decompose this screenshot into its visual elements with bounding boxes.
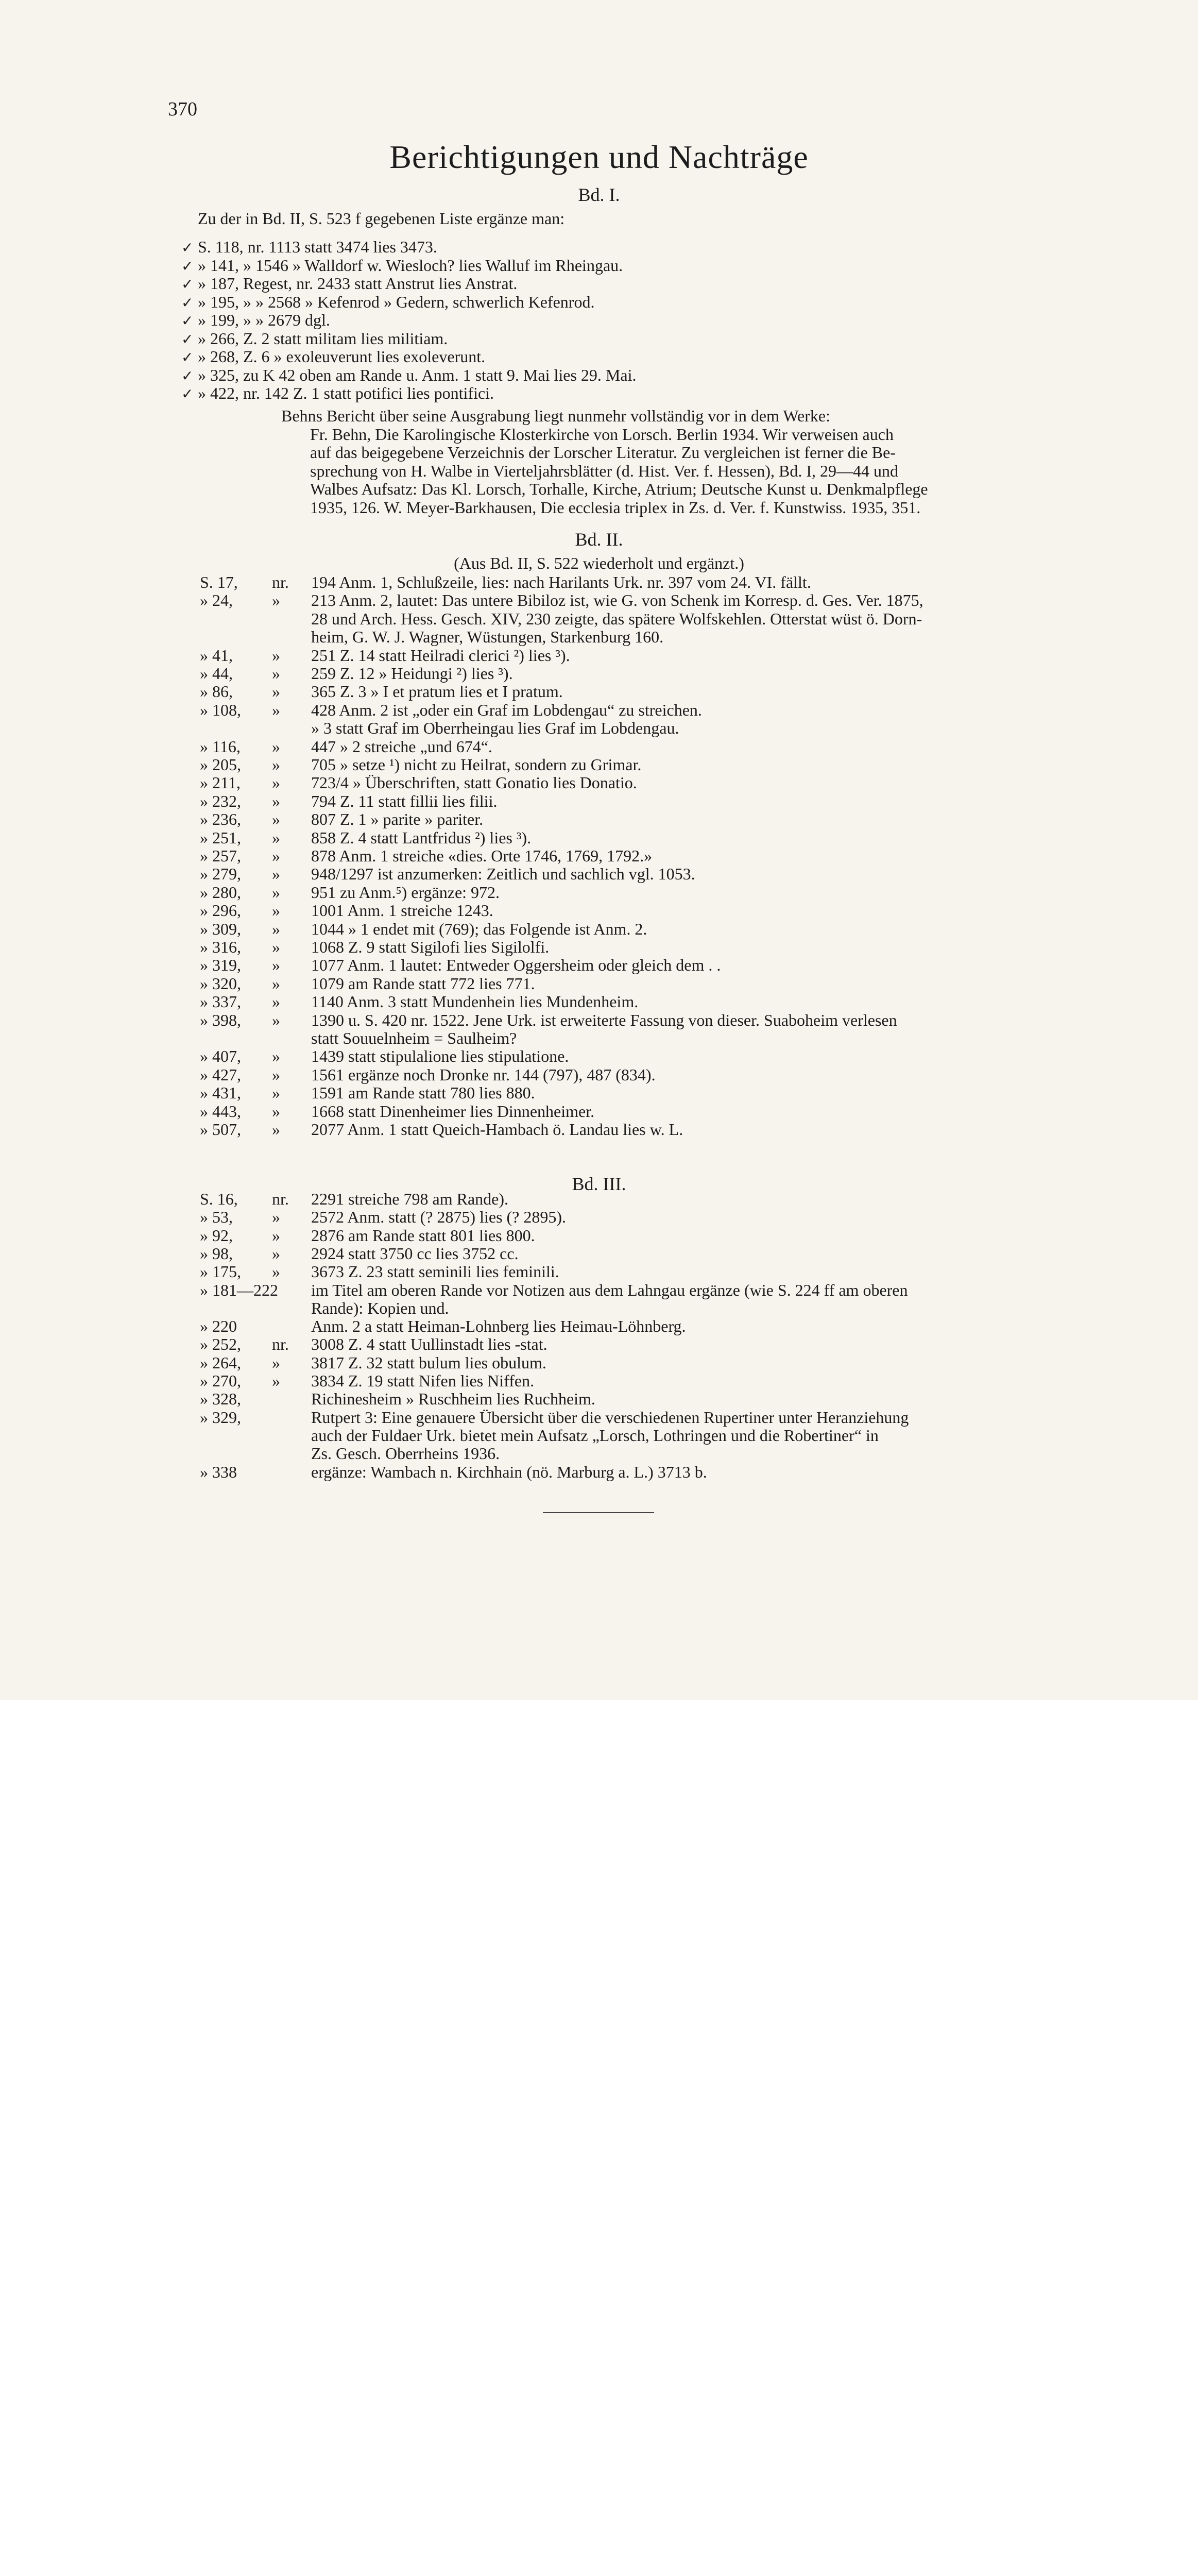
number-ref: » <box>272 1101 280 1121</box>
number-ref: » <box>272 737 280 756</box>
entry-text: » 3 statt Graf im Oberrheingau lies Graf im Lobdengau. <box>311 719 679 738</box>
entry-text: 948/1297 ist anzumerken: Zeitlich und sachlich vgl. 1053. <box>311 865 695 884</box>
entry-text: 3673 Z. 23 statt seminili lies feminili. <box>311 1262 559 1281</box>
number-ref: » <box>272 901 280 920</box>
entry-text: 1561 ergänze noch Dronke nr. 144 (797), 487 (834). <box>311 1065 656 1084</box>
entry-text: 259 Z. 12 » Heidungi ²) lies ³). <box>311 664 513 683</box>
entry-text: 2077 Anm. 1 statt Queich-Hambach ö. Landau lies w. L. <box>311 1120 683 1139</box>
page-ref: » 319, <box>200 956 241 975</box>
page-ref: » 257, <box>200 846 241 865</box>
page-ref: » 398, <box>200 1010 241 1029</box>
number-ref: » <box>272 1120 280 1139</box>
paragraph-line: Behns Bericht über seine Ausgrabung liegt nunmehr vollständig vor in dem Werke: <box>281 406 830 425</box>
page-ref: » 181—222 <box>200 1280 278 1299</box>
check-mark-icon: ✓ <box>181 258 194 275</box>
number-ref: » <box>272 1047 280 1066</box>
entry-text: 1668 statt Dinenheimer lies Dinnenheimer. <box>311 1101 595 1121</box>
number-ref: » <box>272 1371 280 1390</box>
entry-text: 1140 Anm. 3 statt Mundenhein lies Mundenheim. <box>311 992 639 1011</box>
page-ref: » 443, <box>200 1101 241 1121</box>
check-mark-icon: ✓ <box>181 386 194 402</box>
entry-text: 807 Z. 1 » parite » pariter. <box>311 810 484 829</box>
page-ref: » 24, <box>200 591 233 610</box>
number-ref: » <box>272 755 280 774</box>
number-ref: nr. <box>272 1190 289 1208</box>
entry-text: 1044 » 1 endet mit (769); das Folgende ist Anm. 2. <box>311 919 647 938</box>
correction-line: » 141, » 1546 » Walldorf w. Wiesloch? lies Walluf im Rheingau. <box>198 256 623 275</box>
page-ref: S. 17, <box>200 573 238 591</box>
number-ref: » <box>272 865 280 884</box>
entry-text: Rande): Kopien und. <box>311 1298 449 1317</box>
page-ref: » 205, <box>200 755 241 774</box>
correction-line: » 266, Z. 2 statt militam lies militiam. <box>198 329 448 348</box>
entry-text: statt Souuelnheim = Saulheim? <box>311 1029 517 1047</box>
number-ref: » <box>272 664 280 683</box>
entry-text: 251 Z. 14 statt Heilradi clerici ²) lies ³). <box>311 646 570 665</box>
page-ref: » 407, <box>200 1047 241 1066</box>
entry-text: 1077 Anm. 1 lautet: Entweder Oggersheim oder gleich dem . . <box>311 956 721 975</box>
entry-text: im Titel am oberen Rande vor Notizen aus dem Lahngau ergänze (wie S. 224 ff am oberen <box>311 1280 908 1299</box>
page-ref: » 280, <box>200 883 241 902</box>
entry-text: 1390 u. S. 420 nr. 1522. Jene Urk. ist erweiterte Fassung von dieser. Suaboheim verlesen <box>311 1010 897 1029</box>
page-ref: » 264, <box>200 1353 241 1372</box>
check-mark-icon: ✓ <box>181 368 194 384</box>
number-ref: » <box>272 828 280 847</box>
page-ref: » 316, <box>200 938 241 956</box>
page-ref: » 270, <box>200 1371 241 1390</box>
entry-text: Rutpert 3: Eine genauere Übersicht über die verschiedenen Rupertiner unter Heranziehung <box>311 1408 909 1427</box>
page-ref: » 236, <box>200 810 241 829</box>
page-number: 370 <box>168 98 197 120</box>
page-title: Berichtigungen und Nachträge <box>389 139 809 175</box>
vol2-heading: Bd. II. <box>575 529 623 550</box>
correction-line: » 187, Regest, nr. 2433 statt Anstrut lies Anstrat. <box>198 274 518 293</box>
end-rule <box>543 1512 654 1513</box>
entry-text: 794 Z. 11 statt fillii lies filii. <box>311 791 498 810</box>
page-ref: » 211, <box>200 773 241 792</box>
number-ref: » <box>272 1244 280 1263</box>
entry-text: ergänze: Wambach n. Kirchhain (nö. Marburg a. L.) 3713 b. <box>311 1462 707 1481</box>
entry-text: auch der Fuldaer Urk. bietet mein Aufsatz „Lorsch, Lothringen und die Robertiner“ in <box>311 1426 879 1445</box>
page-ref: » 44, <box>200 664 233 683</box>
vol3-heading: Bd. III. <box>572 1174 626 1194</box>
page-ref: » 507, <box>200 1120 241 1139</box>
check-mark-icon: ✓ <box>181 350 194 366</box>
entry-text: 428 Anm. 2 ist „oder ein Graf im Lobdengau“ zu streichen. <box>311 700 702 719</box>
page-ref: » 320, <box>200 974 241 993</box>
number-ref: » <box>272 956 280 975</box>
correction-line: S. 118, nr. 1113 statt 3474 lies 3473. <box>198 238 437 256</box>
number-ref: » <box>272 591 280 610</box>
page-ref: » 92, <box>200 1226 233 1245</box>
paragraph-line: sprechung von H. Walbe in Vierteljahrsblätter (d. Hist. Ver. f. Hessen), Bd. I, 29—44 und <box>310 461 898 480</box>
number-ref: nr. <box>272 573 289 591</box>
entry-text: 447 » 2 streiche „und 674“. <box>311 737 492 756</box>
page-ref: » 431, <box>200 1083 241 1103</box>
number-ref: » <box>272 974 280 993</box>
entry-text: 3008 Z. 4 statt Uullinstadt lies -stat. <box>311 1335 547 1354</box>
number-ref: » <box>272 810 280 829</box>
paragraph-line: auf das beigegebene Verzeichnis der Lorscher Literatur. Zu vergleichen ist ferner die Be- <box>310 443 896 462</box>
entry-text: Zs. Gesch. Oberrheins 1936. <box>311 1444 500 1463</box>
entry-text: 194 Anm. 1, Schlußzeile, lies: nach Harilants Urk. nr. 397 vom 24. VI. fällt. <box>311 573 811 591</box>
entry-text: 1068 Z. 9 statt Sigilofi lies Sigilolfi. <box>311 938 550 956</box>
number-ref: » <box>272 1208 280 1227</box>
number-ref: » <box>272 700 280 719</box>
check-mark-icon: ✓ <box>181 295 194 311</box>
vol1-intro: Zu der in Bd. II, S. 523 f gegebenen Liste ergänze man: <box>198 209 565 228</box>
vol2-subheading: (Aus Bd. II, S. 522 wiederholt und ergänzt.) <box>454 554 744 572</box>
correction-line: » 195, » » 2568 » Kefenrod » Gedern, schwerlich Kefenrod. <box>198 292 595 311</box>
page-ref: » 108, <box>200 700 241 719</box>
page-ref: » 86, <box>200 682 233 701</box>
correction-line: » 325, zu K 42 oben am Rande u. Anm. 1 statt 9. Mai lies 29. Mai. <box>198 365 637 384</box>
entry-text: Richinesheim » Ruschheim lies Ruchheim. <box>311 1389 595 1409</box>
page-ref: » 220 <box>200 1317 237 1336</box>
entry-text: 2291 streiche 798 am Rande). <box>311 1190 508 1208</box>
entry-text: 1001 Anm. 1 streiche 1243. <box>311 901 493 920</box>
number-ref: » <box>272 1065 280 1084</box>
page-ref: » 252, <box>200 1335 241 1354</box>
number-ref: » <box>272 1262 280 1281</box>
page-ref: » 309, <box>200 919 241 938</box>
number-ref: » <box>272 1226 280 1245</box>
vol1-heading: Bd. I. <box>578 184 620 205</box>
page-ref: » 328, <box>200 1389 241 1409</box>
page-ref: » 175, <box>200 1262 241 1281</box>
number-ref: » <box>272 682 280 701</box>
page-ref: » 279, <box>200 865 241 884</box>
entry-text: 1079 am Rande statt 772 lies 771. <box>311 974 535 993</box>
correction-line: » 199, » » 2679 dgl. <box>198 311 330 329</box>
entry-text: 3817 Z. 32 statt bulum lies obulum. <box>311 1353 546 1372</box>
entry-text: 878 Anm. 1 streiche «dies. Orte 1746, 1769, 1792.» <box>311 846 653 865</box>
entry-text: 2572 Anm. statt (? 2875) lies (? 2895). <box>311 1208 567 1227</box>
number-ref: » <box>272 919 280 938</box>
page-ref: » 116, <box>200 737 241 756</box>
check-mark-icon: ✓ <box>181 240 194 256</box>
page-ref: » 427, <box>200 1065 241 1084</box>
page-ref: » 232, <box>200 791 241 810</box>
entry-text: heim, G. W. J. Wagner, Wüstungen, Starkenburg 160. <box>311 628 664 647</box>
correction-line: » 422, nr. 142 Z. 1 statt potifici lies pontifici. <box>198 384 494 402</box>
entry-text: 705 » setze ¹) nicht zu Heilrat, sondern zu Grimar. <box>311 755 642 774</box>
number-ref: » <box>272 1010 280 1029</box>
page-ref: » 338 <box>200 1462 237 1481</box>
page-ref: » 98, <box>200 1244 233 1263</box>
page-ref: » 296, <box>200 901 241 920</box>
correction-line: » 268, Z. 6 » exoleuverunt lies exoleverunt. <box>198 347 486 366</box>
page-ref: » 53, <box>200 1208 233 1227</box>
page-ref: » 329, <box>200 1408 241 1427</box>
paragraph-line: Walbes Aufsatz: Das Kl. Lorsch, Torhalle, Kirche, Atrium; Deutsche Kunst u. Denkmalpflege <box>310 480 928 498</box>
number-ref: » <box>272 938 280 956</box>
entry-text: 3834 Z. 19 statt Nifen lies Niffen. <box>311 1371 535 1390</box>
number-ref: » <box>272 791 280 810</box>
entry-text: Anm. 2 a statt Heiman-Lohnberg lies Heimau-Löhnberg. <box>311 1317 686 1336</box>
entry-text: 951 zu Anm.⁵) ergänze: 972. <box>311 883 500 902</box>
entry-text: 28 und Arch. Hess. Gesch. XIV, 230 zeigte, das spätere Wolfskehlen. Otterstat wüst ö. Dorn- <box>311 609 922 628</box>
page-ref: » 41, <box>200 646 233 665</box>
number-ref: nr. <box>272 1335 289 1354</box>
number-ref: » <box>272 646 280 665</box>
number-ref: » <box>272 1353 280 1372</box>
number-ref: » <box>272 1083 280 1103</box>
entry-text: 723/4 » Überschriften, statt Gonatio lies Donatio. <box>311 773 637 792</box>
check-mark-icon: ✓ <box>181 313 194 329</box>
footer <box>0 1700 1198 1808</box>
number-ref: » <box>272 773 280 792</box>
check-mark-icon: ✓ <box>181 331 194 348</box>
entry-text: 1439 statt stipulalione lies stipulatione. <box>311 1047 569 1066</box>
entry-text: 1591 am Rande statt 780 lies 880. <box>311 1083 535 1103</box>
page-ref: S. 16, <box>200 1190 238 1208</box>
paragraph-line: Fr. Behn, Die Karolingische Klosterkirche von Lorsch. Berlin 1934. Wir verweisen auch <box>310 425 894 444</box>
number-ref: » <box>272 883 280 902</box>
entry-text: 2924 statt 3750 cc lies 3752 cc. <box>311 1244 519 1263</box>
entry-text: 2876 am Rande statt 801 lies 800. <box>311 1226 535 1245</box>
page-ref: » 251, <box>200 828 241 847</box>
paragraph-line: 1935, 126. W. Meyer-Barkhausen, Die ecclesia triplex in Zs. d. Ver. f. Kunstwiss. 1935, 351. <box>310 498 921 517</box>
entry-text: 858 Z. 4 statt Lantfridus ²) lies ³). <box>311 828 532 847</box>
number-ref: » <box>272 846 280 865</box>
check-mark-icon: ✓ <box>181 277 194 293</box>
entry-text: 213 Anm. 2, lautet: Das untere Bibiloz ist, wie G. von Schenk im Korresp. d. Ges. Ver. 1875, <box>311 591 923 610</box>
page-ref: » 337, <box>200 992 241 1011</box>
entry-text: 365 Z. 3 » I et pratum lies et I pratum. <box>311 682 563 701</box>
number-ref: » <box>272 992 280 1011</box>
